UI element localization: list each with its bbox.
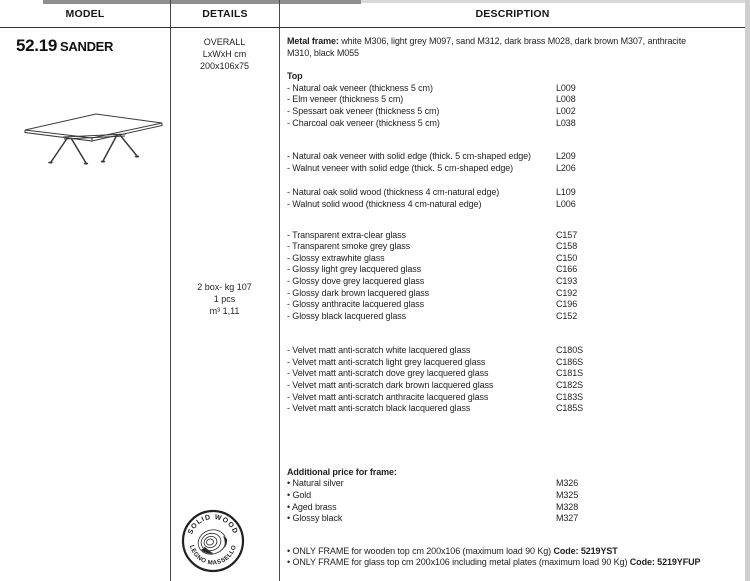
frame-note-text: • ONLY FRAME for wooden top cm 200x106 (maximum load 90 Kg): [287, 545, 554, 556]
option-row: [287, 490, 745, 502]
option-code: L109: [556, 187, 576, 198]
metal-frame-label: Metal frame:: [287, 36, 339, 46]
option-row: [287, 264, 745, 276]
top-heading: Top: [287, 71, 303, 82]
solid-wood-stamp-icon: [181, 509, 245, 573]
stamp-bottom-text: LEGNO MASSELLO: [187, 544, 239, 567]
option-code: C192: [556, 287, 578, 298]
frame-note-text: • ONLY FRAME for glass top cm 200x106 including metal plates (maximum load 90 Kg): [287, 557, 630, 568]
option-row: [287, 106, 745, 118]
additional-price-group: [287, 467, 745, 525]
option-label: - Glossy black lacquered glass: [287, 310, 407, 321]
packing-volume: m³ 1,11: [209, 306, 240, 316]
metal-frame-text: white M306, light grey M097, sand M312, dark brass M028, dark brown M307, anthracite M310, black M055: [287, 36, 687, 58]
option-label: - Natural oak veneer with solid edge (thick. 5 cm-shaped edge): [287, 151, 531, 162]
option-row: [287, 151, 745, 163]
option-code: C185S: [556, 403, 584, 414]
metal-frame-paragraph: [287, 36, 707, 59]
option-label: - Velvet matt anti-scratch anthracite lacquered glass: [287, 391, 489, 402]
option-row: [287, 357, 745, 369]
option-label: - Velvet matt anti-scratch light grey lacquered glass: [287, 356, 486, 367]
option-code: C186S: [556, 356, 584, 367]
table-line-drawing-icon: [8, 104, 168, 168]
option-label: • Aged brass: [287, 501, 337, 512]
option-row: [287, 276, 745, 288]
option-label: - Glossy dove grey lacquered glass: [287, 275, 425, 286]
option-row: [287, 94, 745, 106]
column-header-model: MODEL: [65, 7, 105, 20]
description-column: [279, 28, 745, 581]
top-options-group-2: [287, 151, 745, 174]
option-row: [287, 187, 745, 199]
option-label: - Glossy extrawhite glass: [287, 252, 385, 263]
option-row: [287, 311, 745, 323]
option-label: - Velvet matt anti-scratch dark brown lacquered glass: [287, 380, 494, 391]
option-label: - Velvet matt anti-scratch dove grey lacquered glass: [287, 368, 489, 379]
option-code: L206: [556, 162, 576, 173]
option-row: [287, 345, 745, 357]
option-row: [287, 253, 745, 265]
option-row: [287, 83, 745, 95]
option-label: • Glossy black: [287, 513, 343, 524]
option-label: - Walnut veneer with solid edge (thick. 5 cm-shaped edge): [287, 162, 514, 173]
option-code: C152: [556, 310, 578, 321]
option-label: - Elm veneer (thickness 5 cm): [287, 94, 404, 105]
option-row: [287, 199, 745, 211]
additional-price-heading: Additional price for frame:: [287, 466, 397, 477]
option-row: [287, 513, 745, 525]
option-code: C182S: [556, 380, 584, 391]
option-code: L038: [556, 117, 576, 128]
option-code: C196: [556, 299, 578, 310]
packing-pieces: 1 pcs: [213, 294, 236, 304]
frame-note: [287, 557, 745, 569]
frame-note-code: Code: 5219YST: [553, 545, 618, 556]
option-row: [287, 403, 745, 415]
option-row: [287, 478, 745, 490]
option-code: M326: [556, 478, 579, 489]
packing-info: [170, 281, 279, 317]
option-code: M325: [556, 490, 579, 501]
option-row: [287, 163, 745, 175]
option-code: C158: [556, 241, 578, 252]
overall-size: 200x106x75: [199, 61, 250, 71]
model-column: [0, 28, 170, 581]
option-code: C181S: [556, 368, 584, 379]
option-code: C193: [556, 275, 578, 286]
option-label: - Charcoal oak veneer (thickness 5 cm): [287, 117, 440, 128]
option-code: C183S: [556, 391, 584, 402]
option-row: [287, 502, 745, 514]
option-code: M328: [556, 501, 579, 512]
option-code: L006: [556, 198, 576, 209]
option-row: [287, 380, 745, 392]
model-number: 52.19: [16, 36, 58, 55]
overall-dimensions: [170, 36, 279, 72]
option-code: L002: [556, 105, 576, 116]
column-header-description: DESCRIPTION: [475, 7, 550, 20]
option-code: L209: [556, 151, 576, 162]
scan-edge-right: [745, 0, 750, 581]
option-code: C157: [556, 229, 578, 240]
stamp-top-text: SOLID WOOD: [187, 513, 239, 536]
option-label: - Walnut solid wood (thickness 4 cm-natural edge): [287, 198, 482, 209]
frame-note-code: Code: 5219YFUP: [629, 557, 701, 568]
option-label: - Transparent smoke grey glass: [287, 241, 411, 252]
option-label: - Spessart oak veneer (thickness 5 cm): [287, 105, 440, 116]
option-code: C150: [556, 252, 578, 263]
option-row: [287, 368, 745, 380]
option-label: - Velvet matt anti-scratch black lacquered glass: [287, 403, 471, 414]
option-code: L009: [556, 82, 576, 93]
top-options-group-4: [287, 230, 745, 323]
option-code: C166: [556, 264, 578, 275]
option-label: - Glossy dark brown lacquered glass: [287, 287, 430, 298]
option-code: L008: [556, 94, 576, 105]
model-name: SANDER: [60, 39, 114, 54]
option-code: C180S: [556, 345, 584, 356]
top-options-group-5: [287, 345, 745, 415]
option-row: [287, 288, 745, 300]
model-title: [16, 36, 113, 56]
top-options-group-3: [287, 187, 745, 210]
option-label: - Glossy anthracite lacquered glass: [287, 299, 425, 310]
overall-unit: LxWxH cm: [202, 49, 247, 59]
details-column: [170, 28, 279, 581]
option-label: - Natural oak veneer (thickness 5 cm): [287, 82, 433, 93]
option-label: - Velvet matt anti-scratch white lacquered glass: [287, 345, 471, 356]
option-label: • Gold: [287, 490, 312, 501]
option-row: [287, 392, 745, 404]
option-row: [287, 118, 745, 130]
frame-only-notes: [287, 546, 745, 569]
option-code: M327: [556, 513, 579, 524]
frame-note: [287, 546, 745, 558]
column-header-details: DETAILS: [202, 7, 248, 20]
option-row: [287, 230, 745, 242]
packing-weight: 2 box- kg 107: [197, 282, 252, 292]
option-label: - Natural oak solid wood (thickness 4 cm-natural edge): [287, 187, 500, 198]
top-options-group-1: [287, 71, 745, 129]
option-row: [287, 241, 745, 253]
option-row: [287, 299, 745, 311]
option-label: • Natural silver: [287, 478, 344, 489]
overall-label: OVERALL: [203, 37, 246, 47]
option-label: - Glossy light grey lacquered glass: [287, 264, 422, 275]
option-label: - Transparent extra-clear glass: [287, 229, 406, 240]
